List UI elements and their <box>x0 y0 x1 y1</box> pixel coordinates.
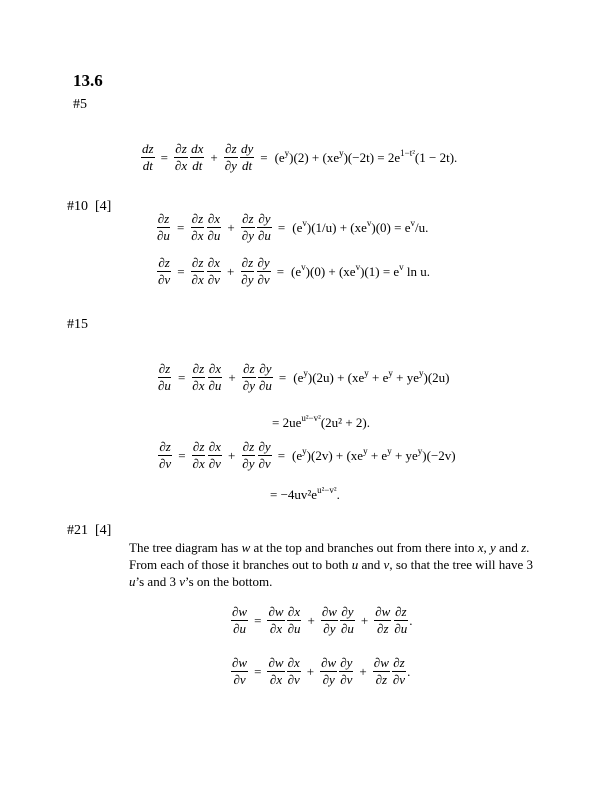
equation-15c: $\frac{\partial z}{\partial v}$ = $\frac{\partial z}{\partial x}$ $\frac{\partial x}{\partial v}$ + $\frac{\partial z}{\partial y}$ $\frac{\partial y}{\partial v}$ = $(e^y)(2v) + (xe^y + e^y + ye^y)(-2v)$ <box>159 439 456 471</box>
equation-10a-rhs: $(e^v)(1/u) + (xe^v)(0) = e^v/u$. <box>292 217 429 235</box>
fraction-pw-pz: $\frac{\partial w}{\partial z}$ <box>375 604 391 636</box>
fraction-pz-pv-21: $\frac{\partial z}{\partial v}$ <box>392 655 406 687</box>
equation-21a: $\frac{\partial w}{\partial u}$ = $\frac{\partial w}{\partial x}$ $\frac{\partial x}{\partial u}$ + $\frac{\partial w}{\partial y}$ $\frac{\partial y}{\partial u}$ + $\frac{\partial w}{\partial z}$ $\frac{\partial z}{\partial u}$ . <box>232 604 413 636</box>
equation-15d <box>268 487 340 503</box>
fraction-px-pu: $\frac{\partial x}{\partial u}$ <box>207 211 221 243</box>
fraction-pz-py: $\frac{\partial z}{\partial y}$ <box>224 141 237 173</box>
equation-15d-rhs: = $-4uv^2e^{u^2-v^2}$. <box>270 485 340 502</box>
equation-15a: $\frac{\partial z}{\partial u}$ = $\frac{\partial z}{\partial x}$ $\frac{\partial x}{\partial u}$ + $\frac{\partial z}{\partial y}$ $\frac{\partial y}{\partial u}$ = $(e^y)(2u) + (xe^y + e^y + ye^y)(2u)$ <box>158 361 450 393</box>
section-title: 13.6 <box>73 71 103 90</box>
fraction-pz-pv: $\frac{\partial z}{\partial v}$ <box>158 255 171 287</box>
fraction-dz-dt: $\frac{dz}{dt}$ <box>142 141 154 173</box>
fraction-pz-pu: $\frac{\partial z}{\partial u}$ <box>157 211 170 243</box>
fraction-py-pu: $\frac{\partial y}{\partial u}$ <box>257 211 271 243</box>
points-badge-10: [4] <box>95 199 112 214</box>
problem-label-21: #21 [4] <box>67 523 112 538</box>
problem-label-10: #10 [4] <box>67 199 112 214</box>
problem-label-15: #15 <box>67 317 88 332</box>
points-badge-21: [4] <box>95 523 112 538</box>
fraction-pw-pv: $\frac{\partial w}{\partial v}$ <box>232 655 248 687</box>
equation-5: $\frac{dz}{dt}$ = $\frac{\partial z}{\partial x}$ $\frac{dx}{dt}$ + $\frac{\partial z}{\partial y}$ $\frac{dy}{dt}$ = $(e^y)(2) + (xe^y)(-2t) = 2e^{1-t^2}(1 - 2t)$. <box>142 141 458 173</box>
equation-15a-rhs: $(e^y)(2u) + (xe^y + e^y + ye^y)(2u)$ <box>293 367 450 385</box>
equation-15b-rhs: = $2ue^{u^2-v^2}(2u^2 + 2)$. <box>272 413 370 430</box>
equation-15b <box>270 415 370 431</box>
problem-label-5: #5 <box>73 97 87 112</box>
fraction-dx-dt: $\frac{dx}{dt}$ <box>191 141 204 173</box>
fraction-py-pv: $\frac{\partial y}{\partial v}$ <box>257 255 270 287</box>
fraction-pz-px: $\frac{\partial z}{\partial x}$ <box>174 141 188 173</box>
fraction-px-pv: $\frac{\partial x}{\partial v}$ <box>207 255 220 287</box>
fraction-pw-px: $\frac{\partial w}{\partial x}$ <box>268 604 284 636</box>
equation-10a: $\frac{\partial z}{\partial u}$ = $\frac{\partial z}{\partial x}$ $\frac{\partial x}{\partial u}$ + $\frac{\partial z}{\partial y}$ $\frac{\partial y}{\partial u}$ = $(e^v)(1/u) + (xe^v)(0) = e^v/u$. <box>157 211 429 243</box>
fraction-pz-pu-21: $\frac{\partial z}{\partial u}$ <box>394 604 408 636</box>
equation-10b-rhs: $(e^v)(0) + (xe^v)(1) = e^v$ ln u. <box>291 261 431 279</box>
fraction-pw-pu: $\frac{\partial w}{\partial u}$ <box>232 604 248 636</box>
fraction-pw-py: $\frac{\partial w}{\partial y}$ <box>321 604 337 636</box>
equation-15c-rhs: $(e^y)(2v) + (xe^y + e^y + ye^y)(-2v)$ <box>292 445 456 463</box>
problem-21-explanation: The tree diagram has w at the top and branches out from there into x, y and z. From each of those it branches out to both u and v, so that the tree will have 3 u’s and 3 v’s on the bottom. <box>129 540 534 589</box>
equation-5-rhs: $(e^y)(2) + (xe^y)(-2t) = 2e^{1-t^2}(1 - 2t)$. <box>274 147 458 165</box>
equation-21b: $\frac{\partial w}{\partial v}$ = $\frac{\partial w}{\partial x}$ $\frac{\partial x}{\partial v}$ + $\frac{\partial w}{\partial y}$ $\frac{\partial y}{\partial v}$ + $\frac{\partial w}{\partial z}$ $\frac{\partial z}{\partial v}$ . <box>232 655 411 687</box>
fraction-dy-dt: $\frac{dy}{dt}$ <box>240 141 254 173</box>
equation-10b: $\frac{\partial z}{\partial v}$ = $\frac{\partial z}{\partial x}$ $\frac{\partial x}{\partial v}$ + $\frac{\partial z}{\partial y}$ $\frac{\partial y}{\partial v}$ = $(e^v)(0) + (xe^v)(1) = e^v$ ln u. <box>158 255 431 287</box>
